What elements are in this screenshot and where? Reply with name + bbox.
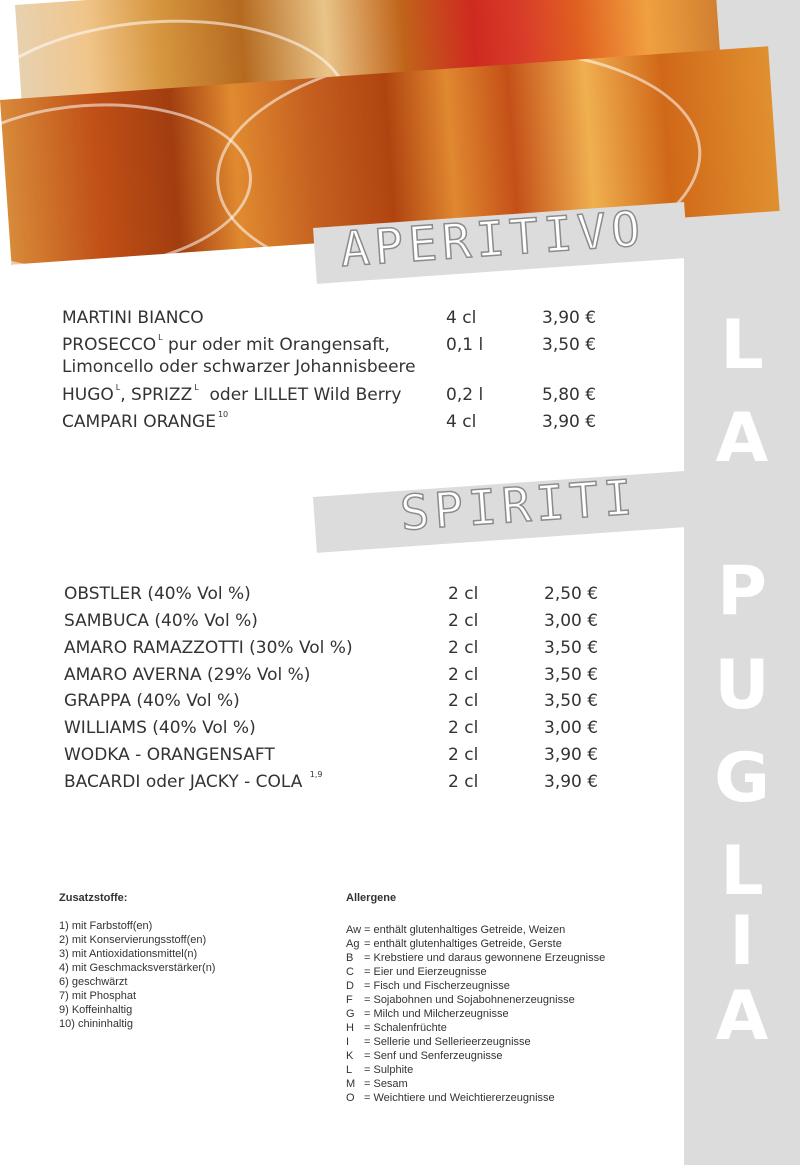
additive-item: 3) mit Antioxidationsmittel(n) — [59, 948, 198, 960]
menu-item-quantity: 0,1 l — [446, 335, 484, 355]
allergen-item — [346, 1049, 676, 1063]
allergen-note: 10 — [217, 410, 229, 419]
allergen-item — [346, 1035, 676, 1049]
allergens-title: Allergene — [346, 892, 397, 904]
allergen-note: L — [115, 383, 121, 392]
menu-item-quantity: 2 cl — [448, 611, 479, 631]
allergen-item — [346, 1007, 676, 1021]
menu-item-quantity: 4 cl — [446, 412, 477, 432]
menu-item-quantity: 2 cl — [448, 638, 479, 658]
allergen-code: L — [346, 1064, 353, 1076]
menu-item-quantity: 4 cl — [446, 308, 477, 328]
menu-item-quantity: 2 cl — [448, 691, 479, 711]
menu-item-price: 5,80 € — [542, 385, 597, 405]
menu-item-name: MARTINI BIANCO — [62, 308, 204, 328]
side-title-letter: A — [715, 399, 769, 478]
allergen-code: K — [346, 1050, 354, 1062]
allergen-code: C — [346, 966, 354, 978]
menu-item-name: OBSTLER (40% Vol %) — [64, 584, 251, 604]
allergen-code: M — [346, 1078, 356, 1090]
additives-legend — [59, 891, 319, 1031]
allergen-text: = Fisch und Fischerzeugnisse — [364, 980, 510, 992]
side-title-letter: P — [717, 552, 767, 631]
allergen-text: = enthält glutenhaltiges Getreide, Gerste — [364, 938, 562, 950]
allergen-text: = Sulphite — [364, 1064, 414, 1076]
menu-item-price: 3,90 € — [542, 412, 597, 432]
menu-item-name: WILLIAMS (40% Vol %) — [64, 718, 256, 738]
additive-item: 6) geschwärzt — [59, 976, 128, 988]
section-title-spiriti: SPIRITI — [398, 469, 640, 542]
allergen-item — [346, 1063, 676, 1077]
menu-item-price: 3,00 € — [544, 611, 599, 631]
allergen-text: = Weichtiere und Weichtiererzeugnisse — [364, 1092, 555, 1104]
menu-item-quantity: 2 cl — [448, 718, 479, 738]
menu-item-name: WODKA - ORANGENSAFT — [64, 745, 275, 765]
menu-item-price: 2,50 € — [544, 584, 599, 604]
menu-item-name: AMARO AVERNA (29% Vol %) — [64, 665, 311, 685]
menu-item-price: 3,50 € — [544, 665, 599, 685]
additive-item: 1) mit Farbstoff(en) — [59, 920, 153, 932]
menu-item-name: GRAPPA (40% Vol %) — [64, 691, 240, 711]
allergen-text: = Sojabohnen und Sojabohnenerzeugnisse — [364, 994, 575, 1006]
allergen-code: H — [346, 1022, 354, 1034]
allergen-item — [346, 1077, 676, 1091]
allergen-code: F — [346, 994, 353, 1006]
menu-item-price: 3,50 € — [542, 335, 597, 355]
allergen-item — [346, 993, 676, 1007]
allergen-note: 1,9 — [309, 770, 323, 779]
allergen-text: = Schalenfrüchte — [364, 1022, 447, 1034]
allergen-code: I — [346, 1036, 350, 1048]
menu-item-name: CAMPARI ORANGE $^{10}$ — [62, 410, 229, 432]
allergen-text: = Senf und Senferzeugnisse — [364, 1050, 503, 1062]
menu-item-description: Limoncello oder schwarzer Johannisbeere — [62, 357, 416, 377]
allergen-text: = Milch und Milcherzeugnisse — [364, 1008, 509, 1020]
menu-item-name: SAMBUCA (40% Vol %) — [64, 611, 258, 631]
allergen-code: B — [346, 952, 354, 964]
allergen-note: L — [158, 333, 163, 342]
side-title-letter: A — [715, 977, 769, 1056]
allergen-text: = Sesam — [364, 1078, 408, 1090]
menu-item-quantity: 2 cl — [448, 665, 479, 685]
spiriti-banner — [313, 471, 688, 553]
additive-item: 10) chininhaltig — [59, 1018, 133, 1030]
menu-item-name: BACARDI oder JACKY - COLA $^{1,9}$ — [64, 770, 323, 792]
additive-item: 7) mit Phosphat — [59, 990, 137, 1002]
additive-item: 9) Koffeinhaltig — [59, 1004, 133, 1016]
allergen-text: = Sellerie und Sellerieerzeugnisse — [364, 1036, 531, 1048]
additives-title: Zusatzstoffe: — [59, 892, 128, 904]
allergen-item — [346, 923, 676, 937]
section-title-aperitivo: APERITIVO — [338, 200, 647, 279]
allergen-note: L — [194, 383, 199, 392]
additive-item: 4) mit Geschmacksverstärker(n) — [59, 962, 216, 974]
allergen-item — [346, 951, 676, 965]
menu-item-price: 3,50 € — [544, 691, 599, 711]
allergen-code: G — [346, 1008, 355, 1020]
allergen-text: = Krebstiere und daraus gewonnene Erzeugnisse — [364, 952, 606, 964]
menu-item-name: PROSECCO $^L$ pur oder mit Orangensaft, — [62, 333, 390, 355]
menu-item-quantity: 2 cl — [448, 772, 479, 792]
allergen-item — [346, 1021, 676, 1035]
menu-item-price: 3,90 € — [544, 772, 599, 792]
allergen-text: = Eier und Eierzeugnisse — [364, 966, 487, 978]
menu-item-price: 3,90 € — [542, 308, 597, 328]
side-title-letter: I — [729, 902, 755, 981]
allergen-item — [346, 965, 676, 979]
allergens-legend — [346, 891, 676, 1105]
allergen-code: Aw — [346, 924, 362, 936]
menu-item-price: 3,50 € — [544, 638, 599, 658]
allergen-code: Ag — [346, 938, 360, 950]
additive-item: 2) mit Konservierungsstoff(en) — [59, 934, 207, 946]
menu-item-quantity: 2 cl — [448, 584, 479, 604]
side-title-letter: U — [714, 646, 770, 725]
side-title-letter: L — [720, 306, 764, 385]
menu-item-price: 3,90 € — [544, 745, 599, 765]
menu-item-quantity: 0,2 l — [446, 385, 484, 405]
menu-item-price: 3,00 € — [544, 718, 599, 738]
allergen-text: = enthält glutenhaltiges Getreide, Weizen — [364, 924, 566, 936]
menu-item-name: HUGO $^L$, SPRIZZ $^L$ oder LILLET Wild Berry — [62, 383, 402, 405]
allergen-code: O — [346, 1092, 355, 1104]
allergen-code: D — [346, 980, 354, 992]
allergen-item — [346, 937, 676, 951]
allergen-item — [346, 979, 676, 993]
allergen-item — [346, 1091, 676, 1105]
side-title-letter: L — [720, 832, 764, 911]
menu-item-name: AMARO RAMAZZOTTI (30% Vol %) — [64, 638, 353, 658]
menu-item-quantity: 2 cl — [448, 745, 479, 765]
side-title-letter: G — [714, 739, 770, 818]
